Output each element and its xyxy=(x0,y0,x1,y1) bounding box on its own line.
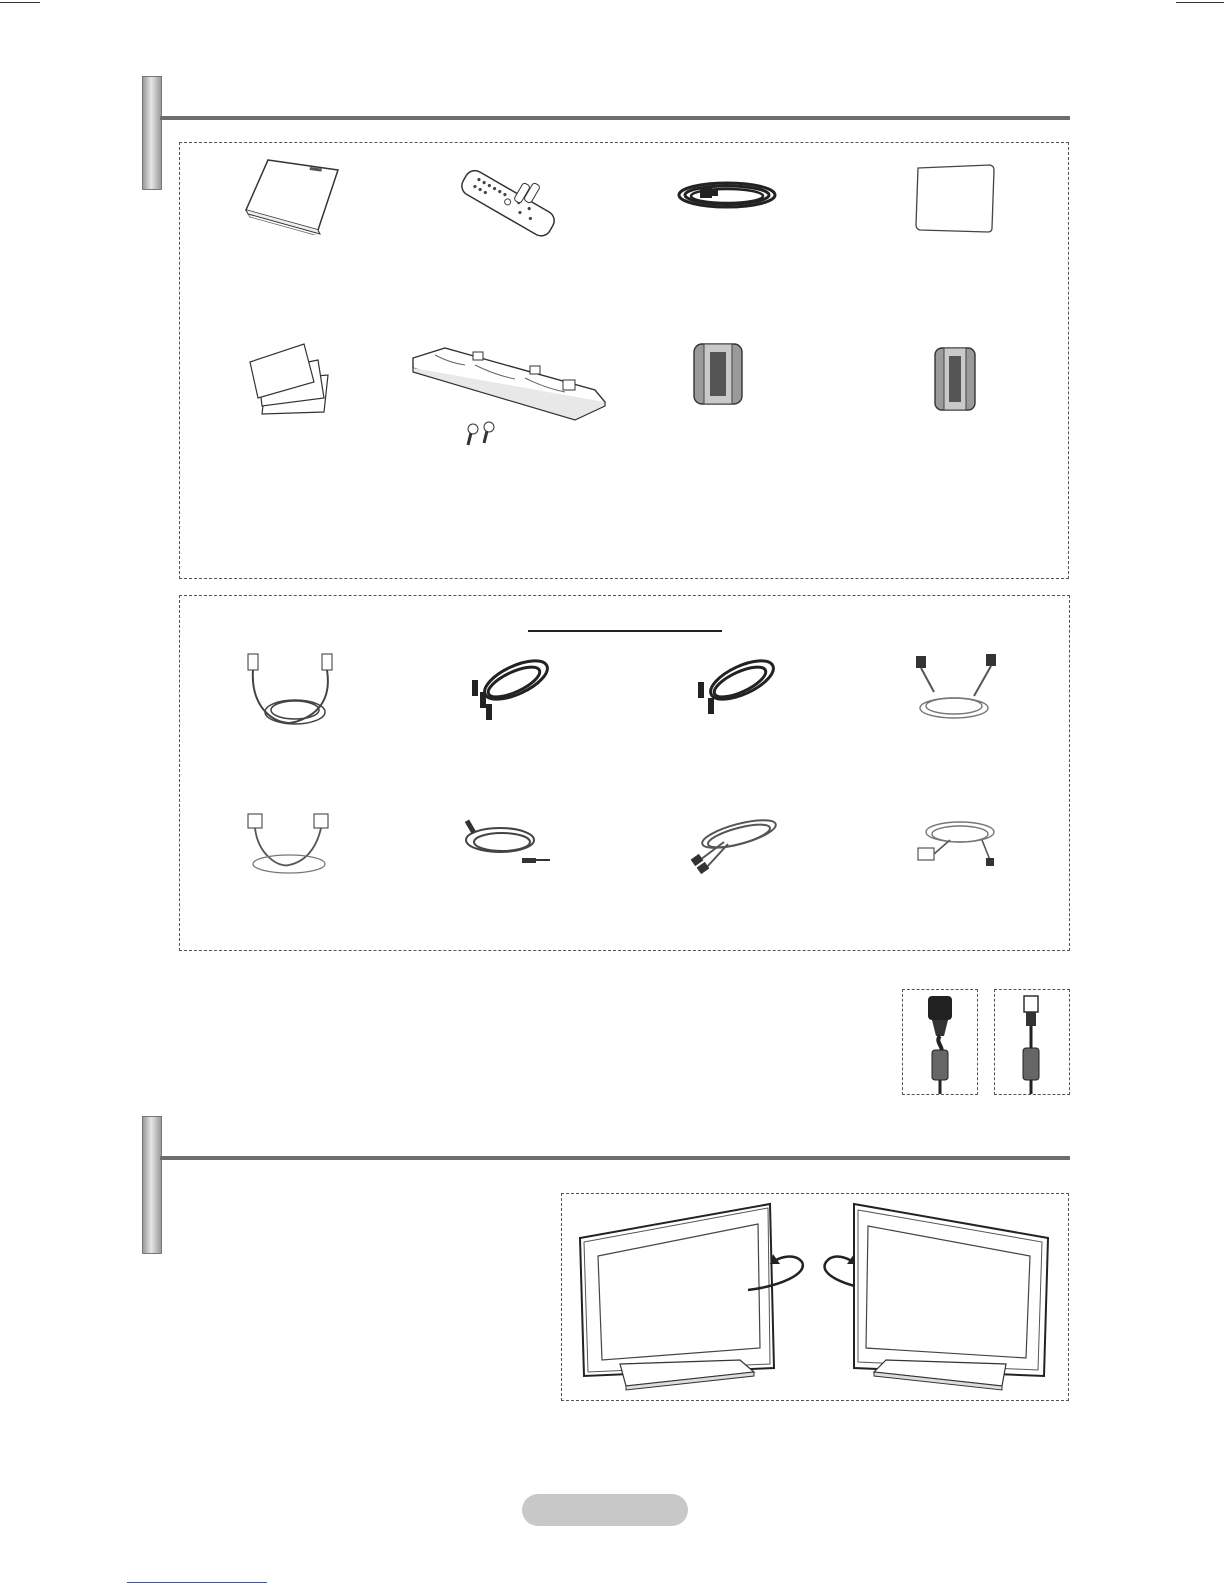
section-1-marker xyxy=(142,76,162,190)
tv-swivel-illustration xyxy=(570,1198,1060,1398)
crop-mark-top-right xyxy=(1176,2,1224,3)
optional-title-underline xyxy=(528,630,722,632)
antenna-cable-icon xyxy=(240,652,350,732)
page-number-badge xyxy=(522,1494,688,1526)
section-2-marker xyxy=(142,1116,162,1254)
ferrite-core-small-icon xyxy=(932,344,978,414)
stand-cover-icon xyxy=(405,340,615,450)
cable-with-core-icon xyxy=(996,992,1068,1094)
power-plug-with-core-icon xyxy=(904,992,976,1094)
audio-cable-icon xyxy=(692,652,782,727)
cleaning-cloth-icon xyxy=(910,162,1000,237)
scart-cable-icon xyxy=(244,810,334,880)
remote-control-icon xyxy=(452,155,562,255)
footer-link-underline[interactable] xyxy=(127,1582,267,1583)
owners-instructions-icon xyxy=(238,155,348,235)
hdmi-cable-icon xyxy=(684,810,784,875)
warranty-cards-icon xyxy=(248,340,338,420)
section-2-rule xyxy=(160,1156,1070,1160)
crop-mark-top-left xyxy=(0,2,40,3)
power-cord-icon xyxy=(672,170,782,220)
pc-audio-cable-icon xyxy=(460,812,555,877)
pc-cable-icon xyxy=(912,652,1002,727)
hdmi-dvi-cable-icon xyxy=(912,810,1002,875)
optional-items-box xyxy=(179,595,1070,951)
ferrite-core-large-icon xyxy=(690,338,746,410)
component-cable-icon xyxy=(466,652,556,727)
section-1-rule xyxy=(160,116,1070,120)
